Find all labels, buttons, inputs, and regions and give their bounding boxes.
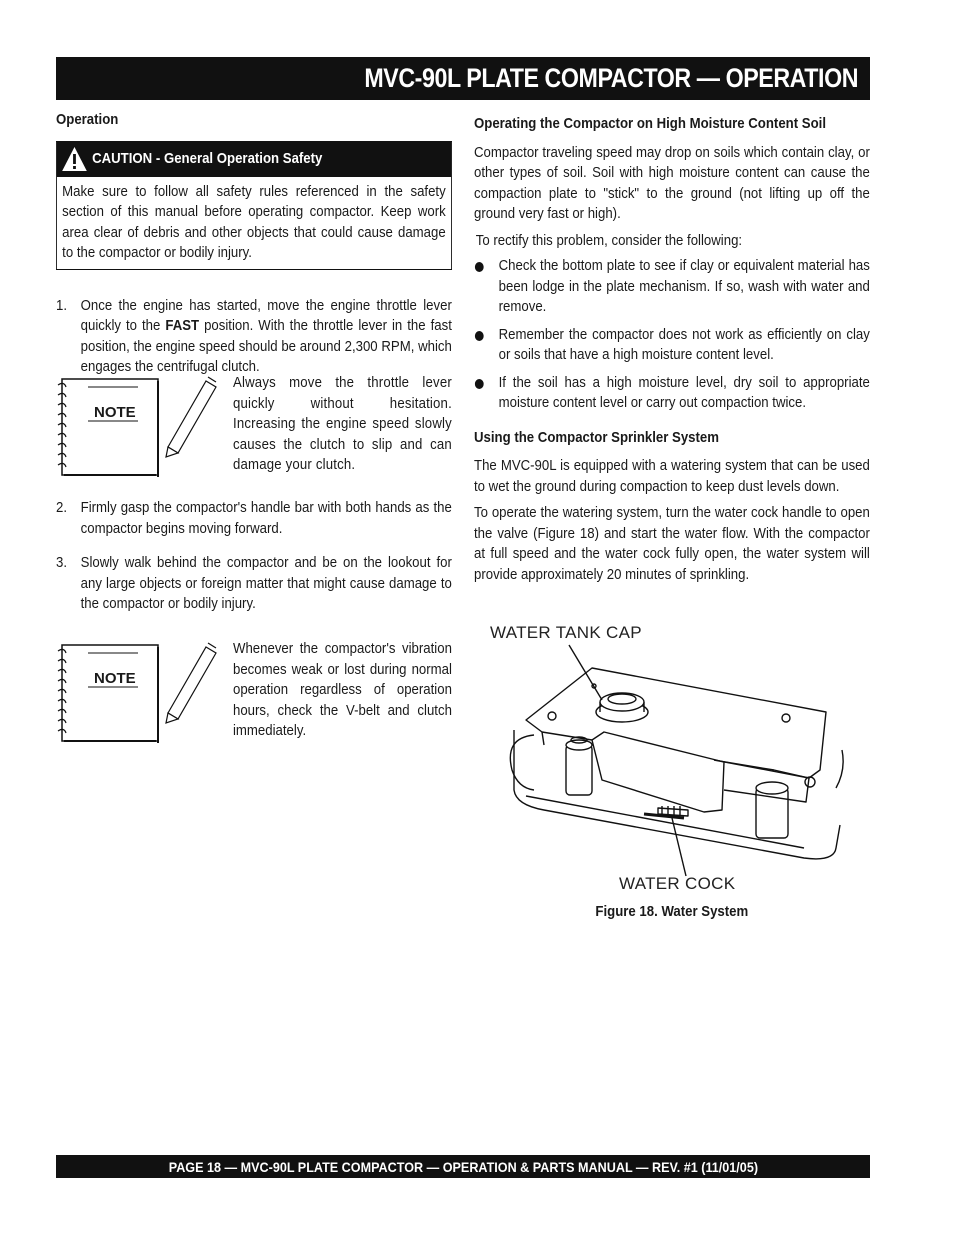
sprinkler-paragraph-2: To operate the watering system, turn the water cock handle to open the valve (Figure 18) and start the water flow. With the compactor at full speed and the water cock fully open, the water system will provide approximately 20 minutes of sprinkling. [474,504,870,583]
caution-box [56,141,452,270]
caution-body: Make sure to follow all safety rules referenced in the safety section of this manual before operating compactor. Keep work area clear of debris and other objects that could cause damage to the compactor or bodily injury. [62,182,446,261]
note-2-text: Whenever the compactor's vibration becomes weak or lost during normal operation regardless of operation hours, check the V-belt and clutch immediately. [233,640,452,739]
step-text: Slowly walk behind the compactor and be on the lookout for any large objects or foreign matter that might cause damage to the compactor or bodily injury. [80,554,452,612]
note-1 [56,373,452,481]
list-item: Remember the compactor does not work as efficiently on clay or soils that have a high moisture content level. [474,325,870,366]
caution-header [57,142,451,177]
steps-continued [56,498,452,615]
right-column [474,114,870,585]
rectify-text: To rectify this problem, consider the following: [475,231,743,249]
notepad-pencil-icon [56,373,226,481]
water-system-illustration [474,620,870,890]
step-number: 1. [56,296,68,314]
notepad-pencil-icon [56,639,226,747]
step-item [56,296,452,378]
note-2 [56,639,452,747]
note-1-text: Always move the throttle lever quickly without hesitation. Increasing the engine speed slowly causes the clutch to slip and can damage your clutch. [233,374,452,473]
note-label: NOTE [94,404,136,421]
steps-list [56,296,452,378]
list-item: Check the bottom plate to see if clay or equivalent material has been lodge in the plate mechanism. If so, wash with water and remove. [474,256,870,318]
page-title: MVC-90L PLATE COMPACTOR — OPERATION [364,63,858,93]
footer-text: PAGE 18 — MVC-90L PLATE COMPACTOR — OPERATION & PARTS MANUAL — REV. #1 (11/01/05) [168,1158,758,1175]
sprinkler-paragraph-1: The MVC-90L is equipped with a watering system that can be used to wet the ground during compaction to keep dust levels down. [474,457,870,495]
list-item: If the soil has a high moisture level, dry soil to appropriate moisture content level or carry out compaction twice. [474,373,870,414]
left-column [56,110,452,378]
moisture-paragraph: Compactor traveling speed may drop on soils which contain clay, or other types of soil. Soil with high moisture content can cause the compaction plate to "stick" to the ground (not lifting up off the ground very fast or high). [474,143,870,222]
figure-caption: Figure 18. Water System [595,903,749,920]
fast-keyword: FAST [165,317,200,334]
note-label: NOTE [94,670,136,687]
label-water-cock: WATER COCK [619,874,736,893]
step-number: 3. [56,554,68,571]
caution-title: CAUTION - General Operation Safety [92,149,323,167]
step-item [56,498,452,539]
figure-water-system [474,620,870,925]
step-text: Once the engine has started, move the engine throttle lever quickly to the FAST position. With the throttle lever in the fast position, the engine speed should be around 2,300 RPM, which engages the centrifugal clutch. [80,296,452,375]
step-text: Firmly gasp the compactor's handle bar with both hands as the compactor begins moving forward. [80,499,452,537]
bullet-icon [475,331,484,341]
page-header [56,57,870,100]
section-title-operation: Operation [56,111,119,128]
bullet-icon [475,262,484,272]
bullet-list [474,256,870,414]
section-title-sprinkler: Using the Compactor Sprinkler System [474,428,719,446]
bullet-icon [475,379,484,389]
step-item [56,553,452,615]
page-footer [56,1155,870,1178]
label-water-tank-cap: WATER TANK CAP [490,623,642,642]
warning-triangle-icon [57,142,92,177]
section-title-moisture: Operating the Compactor on High Moisture Content Soil [474,115,826,132]
step-number: 2. [56,499,68,516]
